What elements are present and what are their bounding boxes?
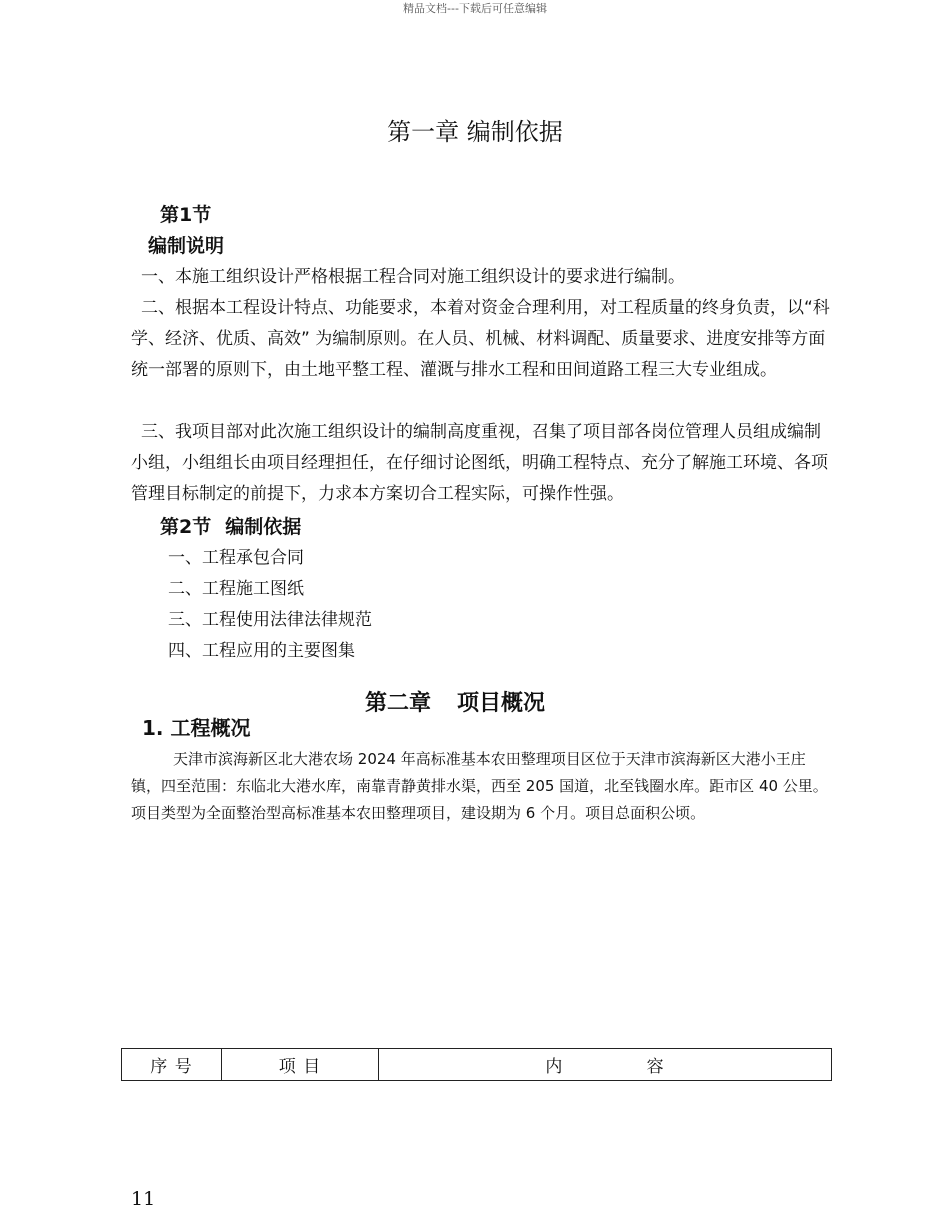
section-1-paragraph-1: 一、本施工组织设计严格根据工程合同对施工组织设计的要求进行编制。 <box>141 267 685 287</box>
chapter-2-prefix: 第二章 <box>364 691 431 716</box>
header-watermark: 精品文档---下载后可任意编辑 <box>403 2 547 15</box>
basis-item-4: 四、工程应用的主要图集 <box>168 641 355 661</box>
section-2-heading <box>160 512 301 539</box>
table-header-content: 内 容 <box>379 1049 832 1081</box>
section-2-number: 第2节 <box>160 516 212 538</box>
section-1-number: 第1节 <box>160 204 212 226</box>
section-1-title: 编制说明 <box>148 235 225 257</box>
section-1-paragraph-3: 三、我项目部对此次施工组织设计的编制高度重视，召集了项目部各岗位管理人员组成编制小组，小组组长由项目经理担任，在仔细讨论图纸，明确工程特点、充分了解施工环境、各项管理目标制定的前提下，力求本方案切合工程实际，可操作性强。 <box>131 422 828 504</box>
project-info-table <box>121 1048 832 1081</box>
basis-item-1: 一、工程承包合同 <box>168 548 304 568</box>
chapter-2-title <box>0 686 910 717</box>
section-2-title: 编制依据 <box>225 516 302 538</box>
basis-item-2: 二、工程施工图纸 <box>168 579 304 599</box>
basis-item-3: 三、工程使用法律法律规范 <box>168 610 372 630</box>
section-1-paragraph-2: 二、根据本工程设计特点、功能要求，本着对资金合理利用，对工程质量的终身负责，以“科学、经济、优质、高效” 为编制原则。在人员、机械、材料调配、质量要求、进度安排等方面统一部署的原则下，由土地平整工程、灌溉与排水工程和田间道路工程三大专业组成。 <box>131 298 830 380</box>
table-header-index: 序 号 <box>122 1049 222 1081</box>
chapter-1-title: 第一章 编制依据 <box>387 118 563 146</box>
table-header-item: 项 目 <box>222 1049 379 1081</box>
project-overview-paragraph: 天津市滨海新区北大港农场 2024 年高标准基本农田整理项目区位于天津市滨海新区大港小王庄镇，四至范围：东临北大港水库，南靠青静黄排水渠，西至 205 国道，北至钱圈水库。距市区 40 公里。项目类型为全面整治型高标准基本农田整理项目，建设期为 6 个月。项目总面积公顷。 <box>131 750 828 822</box>
table-header-row <box>122 1049 832 1081</box>
project-overview-heading: 1. 工程概况 <box>142 716 251 740</box>
chapter-2-name: 项目概况 <box>457 691 546 716</box>
page-number: 11 <box>131 1188 156 1210</box>
